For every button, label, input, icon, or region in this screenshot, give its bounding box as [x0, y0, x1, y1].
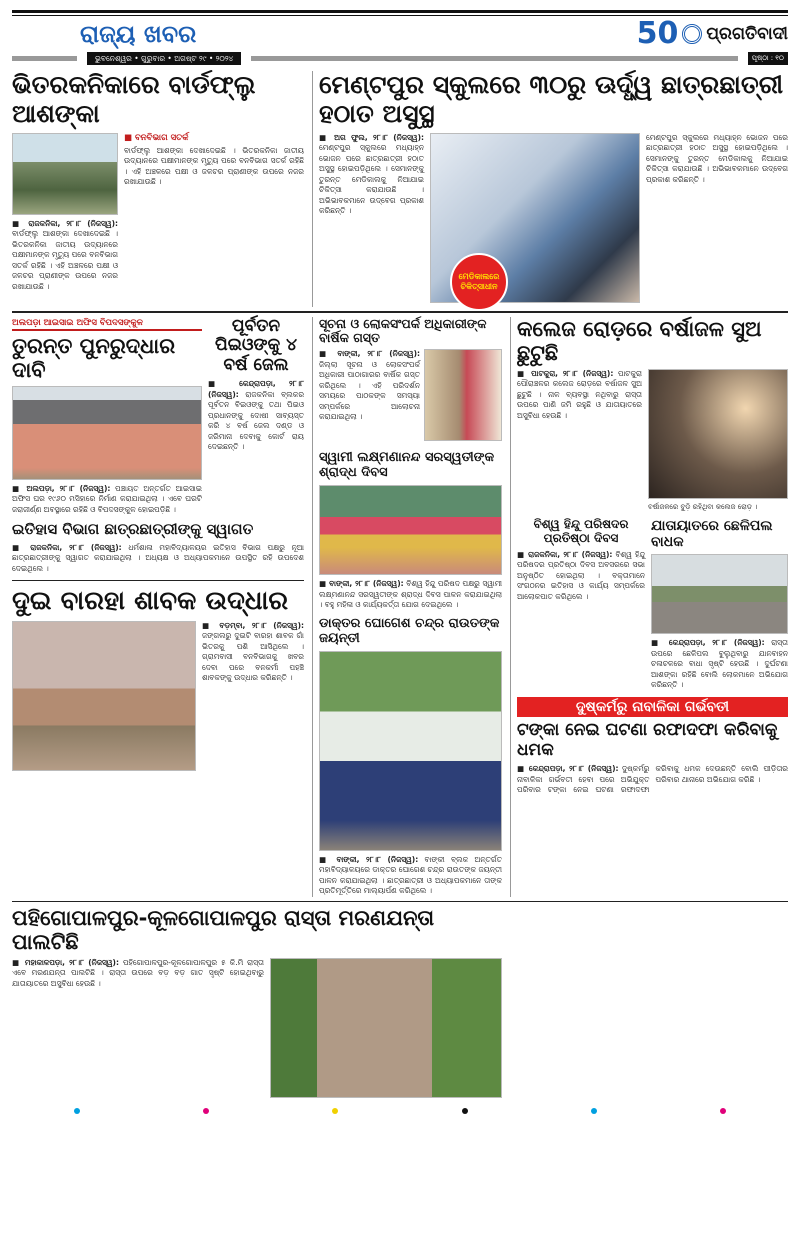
- history-body: ■ ରାଜକନିକା, ୨୮।୮ (ନିଜସ୍ୱ): ଧର୍ମଶାଳା ମହାବିଦ୍ୟାଳୟର ଇତିହାସ ବିଭାଗ ପକ୍ଷରୁ ନୂଆ ଛାତ୍ରଛାତ୍ରୀଙ୍କୁ ସ୍ୱାଗତ କରାଯାଇଥିଲା । ଅଧ୍ୟକ୍ଷ ଓ ଅଧ୍ୟାପକମାନେ ଉପସ୍ଥିତ ରହି ଉପଦେଶ ଦେଇଥିଲେ ।: [12, 542, 304, 573]
- article-alapada: [12, 317, 202, 516]
- doctor-photo: [319, 651, 502, 851]
- info-body: ■ ବାଙ୍କୀ, ୨୮।୮ (ନିଜସ୍ୱ): ଜିଲ୍ଲା ସୂଚନା ଓ ଲୋକସଂପର୍କ ଅଧିକାରୀ ପାଠାଗାରର ବାର୍ଷିକ ଗସ୍ତ କରିଥିଲେ । ଏହି ପରିଦର୍ଶନ ସମୟରେ ପାଠକଙ୍କ ସମସ୍ୟା ସମ୍ପର୍କରେ ଆଲୋଚନା କରାଯାଇଥିଲା ।: [319, 349, 420, 422]
- article-birdflu: [12, 71, 304, 307]
- vhp-body: ■ ରାଜକନିକା, ୨୮।୮ (ନିଜସ୍ୱ): ବିଶ୍ୱ ହିନ୍ଦୁ ପରିଷଦର ପ୍ରତିଷ୍ଠା ଦିବସ ଅବସରରେ ସଭା ଅନୁଷ୍ଠିତ ହୋଇଥିଲା । ବକ୍ତାମାନେ ସଂଗଠନର ଇତିହାସ ଓ କାର୍ଯ୍ୟ ସମ୍ପର୍କରେ ଆଲୋକପାତ କରିଥିଲେ ।: [517, 549, 645, 601]
- goats-photo: [651, 554, 788, 634]
- road-photo: [270, 958, 502, 1098]
- headline-school: ମେଣ୍ଟପୁର ସ୍କୁଲରେ ୩୦ରୁ ଊର୍ଦ୍ଧ୍ୱ ଛାତ୍ରଛାତ୍ରୀ ହଠାତ ଅସୁସ୍ଥ: [319, 70, 784, 128]
- swami-body: ■ ବାଙ୍କୀ, ୨୮।୮ (ନିଜସ୍ୱ): ବିଶ୍ୱ ହିନ୍ଦୁ ପରିଷଦ ପକ୍ଷରୁ ସ୍ୱାମୀ ଲକ୍ଷ୍ମଣାନନ୍ଦ ସରସ୍ୱତୀଙ୍କ ଶ୍ରାଦ୍ଧ ଦିବସ ପାଳନ କରାଯାଇଥିଲା । ବହୁ ମହିଳା ଓ କାର୍ଯ୍ୟକର୍ତ୍ତା ଯୋଗ ଦେଇଥିଲେ ।: [319, 579, 502, 610]
- barha-photo: [12, 621, 196, 771]
- minor-body: ■ କେନ୍ଦ୍ରାପଡ଼ା, ୨୮।୮ (ନିଜସ୍ୱ): ଦୁଷ୍କର୍ମରୁ ନାବାଳିକା ଗର୍ଭବତୀ ହେବା ପରେ ଅଭିଯୁକ୍ତ ପରିବାର ଟଙ୍କା ନେଇ ଘଟଣା ରଫାଦଫା କରିବାକୁ ଧମକ ଦେଉଛନ୍ତି ବୋଲି ପୀଡ଼ିତାର ପରିବାର ଥାନାରେ ଅଭିଯୋଗ କରିଛି ।: [517, 764, 788, 795]
- birdflu-body-2: ବାର୍ଡଫ୍ଲୁ ଆଶଙ୍କା ଦେଖାଦେଇଛି । ଭିତରକନିକା ଜାତୀୟ ଉଦ୍ୟାନରେ ପକ୍ଷୀମାନଙ୍କ ମୃତ୍ୟୁ ପରେ ବନବିଭାଗ ସତର୍କ ରହିଛି । ଏହି ଅଞ୍ଚଳରେ ପକ୍ଷୀ ଓ ଜଳଚର ପ୍ରାଣୀଙ୍କ ଉପରେ ନଜର ରଖାଯାଉଛି ।: [124, 145, 304, 186]
- page-number: ପୃଷ୍ଠା : ୧୦: [748, 52, 788, 65]
- headline-minor: ଟଙ୍କା ନେଇ ଘଟଣା ରଫାଦଫା କରିବାକୁ ଧମକ: [517, 719, 778, 760]
- college-photo: [648, 369, 788, 499]
- newspaper-logo: ପ୍ରଗତିବାଦୀ: [706, 24, 788, 44]
- article-peo: [208, 317, 304, 516]
- section-rule: [12, 580, 304, 581]
- article-minor: [517, 697, 788, 796]
- anniversary-logo: 50: [636, 16, 679, 51]
- article-road: [12, 906, 502, 1102]
- headline-road: ପହିଗୋପାଳପୁର-କୂଳଗୋପାଳପୁର ରାସ୍ତା ମରଣଯନ୍ତା ପାଲଟିଛି: [12, 905, 435, 954]
- column-left: [12, 317, 304, 897]
- barha-body-1: ■ ବଡ଼ମ୍ବା, ୨୮।୮ (ନିଜସ୍ୱ): ଜଙ୍ଗଲରୁ ଦୁଇଟି ବାରହା ଶାବକ ଗାଁ ଭିତରକୁ ପଶି ଆସିଥିଲେ । ଗ୍ରାମବାସୀ ବନବିଭାଗକୁ ଖବର ଦେବା ପରେ ବନକର୍ମୀ ପହଞ୍ଚି ଶାବକଙ୍କୁ ଉଦ୍ଧାର କରିଛନ୍ତି ।: [202, 620, 304, 683]
- article-school: [312, 71, 788, 307]
- headline-swami: ସ୍ୱାମୀ ଲକ୍ଷ୍ମଣାନନ୍ଦ ସରସ୍ୱତୀଙ୍କ ଶ୍ରାଦ୍ଧ ଦିବସ: [319, 450, 495, 481]
- article-barha: [12, 587, 304, 775]
- column-middle: [312, 317, 502, 897]
- road-body-1: ■ ମହାକାଳପଡ଼ା, ୨୮।୮ (ନିଜସ୍ୱ): ପହିଗୋପାଳପୁର-କୂଳଗୋପାଳପୁର ୫ କି.ମି ରାସ୍ତା ଏବେ ମରଣଯନ୍ତା ପାଲଟିଛି । ରାସ୍ତା ଉପରେ ବଡ଼ ବଡ଼ ଗାତ ସୃଷ୍ଟି ହୋଇଥିବାରୁ ଯାତାୟାତରେ ଅସୁବିଧା ହେଉଛି ।: [12, 957, 264, 988]
- school-body-3: ମେଣ୍ଟପୁର ସ୍କୁଲରେ ମଧ୍ୟାହ୍ନ ଭୋଜନ ପରେ ଛାତ୍ରଛାତ୍ରୀ ହଠାତ ଅସୁସ୍ଥ ହୋଇପଡ଼ିଥିଲେ । ସେମାନଙ୍କୁ ତୁରନ୍ତ ମେଡିକାଲକୁ ନିଆଯାଇ ଚିକିତ୍ସା କରାଯାଉଛି । ଅଭିଭାବକମାନେ ଉଦ୍‌ବେଗ ପ୍ରକାଶ କରିଛନ୍ତି ।: [646, 132, 788, 184]
- headline-doctor: ଡାକ୍ତର ଘୋଗେଶ ଚନ୍ଦ୍ର ରାଉତଙ୍କ ଜୟନ୍ତୀ: [319, 615, 500, 646]
- article-college: [517, 317, 788, 513]
- dateline: ଭୁବନେଶ୍ୱର • ଗୁରୁବାର • ଅଗଷ୍ଟ ୨୯ • ୨୦୨୪: [87, 52, 241, 65]
- print-marks: [12, 1108, 788, 1114]
- article-history: [12, 521, 304, 574]
- school-badge: ମେଡିକାଲରେ ଚିକିତ୍ସାଧୀନ: [450, 253, 508, 311]
- date-bar-right: [251, 56, 737, 61]
- alapada-photo: [12, 386, 202, 480]
- article-doctor: [319, 617, 502, 897]
- headline-peo: ପୂର୍ବତନ ପିଇଓଙ୍କୁ ୪ ବର୍ଷ ଜେଲ: [214, 315, 298, 375]
- birdflu-subhead: ■ ବନବିଭାଗ ସତର୍କ: [124, 132, 189, 143]
- peo-body: ■ କେନ୍ଦ୍ରାପଡ଼ା, ୨୮।୮ (ନିଜସ୍ୱ): ରାଜକନିକା ବ୍ଲକର ପୂର୍ବତନ ବିଇଓଙ୍କୁ ତଥା ପିଇଓ ପ୍ରଧାନଙ୍କୁ ଦୋଷୀ ସାବ୍ୟସ୍ତ କରି ୪ ବର୍ଷ ଜେଲ ଦଣ୍ଡ ଓ ଜରିମାନା ଦେବାକୁ କୋର୍ଟ ରାୟ ଦେଇଛନ୍ତି ।: [208, 379, 305, 452]
- row-middle: [12, 317, 788, 897]
- swami-photo: [319, 485, 502, 575]
- headline-college: କଲେଜ ରୋଡ଼ରେ ବର୍ଷାଜଳ ସୁଅ ଛୁଟୁଛି: [517, 316, 762, 365]
- info-photo: [424, 349, 502, 441]
- section-rule: [12, 901, 788, 902]
- college-caption: ବର୍ଷାଜଳରେ ବୁଡ଼ି ରହିଥିବା କଲେଜ ରୋଡ଼ ।: [648, 502, 758, 511]
- emblem-icon: [682, 24, 702, 44]
- birdflu-body-1: ■ ରାଜକନିକା, ୨୮।୮ (ନିଜସ୍ୱ): ବାର୍ଡଫ୍ଲୁ ଆଶଙ୍କା ଦେଖାଦେଇଛି । ଭିତରକନିକା ଜାତୀୟ ଉଦ୍ୟାନରେ ପକ୍ଷୀମାନଙ୍କ ମୃତ୍ୟୁ ପରେ ବନବିଭାଗ ସତର୍କ ରହିଛି । ଏହି ଅଞ୍ଚଳରେ ପକ୍ଷୀ ଓ ଜଳଚର ପ୍ରାଣୀଙ୍କ ଉପରେ ନଜର ରଖାଯାଉଛି ।: [12, 218, 118, 291]
- headline-vhp: ବିଶ୍ୱ ହିନ୍ଦୁ ପରିଷଦର ପ୍ରତିଷ୍ଠା ଦିବସ: [533, 517, 629, 546]
- headline-alapada: ତୁରନ୍ତ ପୁନରୁଦ୍ଧାର ଦାବି: [12, 333, 176, 382]
- alapada-body: ■ ଅଲପଡ଼ା, ୨୮।୮ (ନିଜସ୍ୱ): ପଞ୍ଚାୟତ ଅନ୍ତର୍ଗତ ଆଇସାଇ ଅଫିସ ଘର ୧୯୬୦ ମସିହାରେ ନିର୍ମାଣ କରାଯାଇଥିଲା । ଏବେ ଘରଟି ଜରାଜୀର୍ଣ୍ଣ ଅବସ୍ଥାରେ ରହିଛି ଓ ବିପଦସଙ୍କୁଳ ହୋଇପଡ଼ିଛି ।: [12, 483, 202, 514]
- article-info: [319, 317, 502, 446]
- section-title: ରାଜ୍ୟ ଖବର: [80, 20, 197, 48]
- article-goats: [651, 518, 788, 691]
- goats-body: ■ କେନ୍ଦ୍ରାପଡ଼ା, ୨୮।୮ (ନିଜସ୍ୱ): ରାସ୍ତା ଉପରେ ଛେଳିପଲ ବୁଲୁଥିବାରୁ ଯାନବାହନ ଚଳାଚଳରେ ବାଧା ସୃଷ୍ଟି ହେଉଛି । ଦୁର୍ଘଟଣା ଆଶଙ୍କା ରହିଛି ବୋଲି ଲୋକମାନେ ଅଭିଯୋଗ କରିଛନ୍ତି ।: [651, 638, 789, 690]
- article-vhp: [517, 518, 645, 691]
- minor-kicker: ଦୁଷ୍କର୍ମରୁ ନାବାଳିକା ଗର୍ଭବତୀ: [517, 697, 788, 717]
- article-swami: [319, 451, 502, 610]
- birdflu-photo: [12, 133, 118, 215]
- date-bar-left: [12, 56, 77, 61]
- college-body: ■ ପାଟକୁରା, ୨୮।୮ (ନିଜସ୍ୱ): ପାଟକୁରା ପୌରାଞ୍ଚଳର କଲେଜ ରୋଡ଼ରେ ବର୍ଷାଜଳ ସୁଅ ଛୁଟୁଛି । ନାଳ ବ୍ୟବସ୍ଥା ନଥିବାରୁ ରାସ୍ତା ଉପରେ ପାଣି ଜମି ରହୁଛି ଓ ଯାତାୟାତରେ ଅସୁବିଧା ହେଉଛି ।: [517, 368, 642, 420]
- section-rule: [12, 311, 788, 313]
- headline-history: ଇତିହାସ ବିଭାଗ ଛାତ୍ରଛାତ୍ରୀଙ୍କୁ ସ୍ୱାଗତ: [12, 520, 254, 539]
- masthead: [12, 10, 788, 65]
- school-body-1: ■ ଅଗ ଫୁଲ, ୨୮।୮ (ନିଜସ୍ୱ): ମେଣ୍ଟପୁର ସ୍କୁଲରେ ମଧ୍ୟାହ୍ନ ଭୋଜନ ପରେ ଛାତ୍ରଛାତ୍ରୀ ହଠାତ ଅସୁସ୍ଥ ହୋଇପଡ଼ିଥିଲେ । ସେମାନଙ୍କୁ ତୁରନ୍ତ ମେଡିକାଲକୁ ନିଆଯାଇ ଚିକିତ୍ସା କରାଯାଉଛି । ଅଭିଭାବକମାନେ ଉଦ୍‌ବେଗ ପ୍ରକାଶ କରିଛନ୍ତି ।: [319, 132, 424, 215]
- headline-barha: ଦୁଇ ବାରହା ଶାବକ ଉଦ୍ଧାର: [12, 586, 289, 617]
- doctor-body: ■ ବାଙ୍କୀ, ୨୮।୮ (ନିଜସ୍ୱ): ବାଙ୍କୀ ବ୍ଲକ ଅନ୍ତର୍ଗତ ମହାବିଦ୍ୟାଳୟରେ ଡାକ୍ତର ଘୋଗେଶ ଚନ୍ଦ୍ର ରାଉତଙ୍କ ଜୟନ୍ତୀ ପାଳନ କରାଯାଇଥିଲା । ଛାତ୍ରଛାତ୍ରୀ ଓ ଅଧ୍ୟାପକମାନେ ତାଙ୍କ ପ୍ରତିମୂର୍ତ୍ତିରେ ମାଲ୍ୟାର୍ପଣ କରିଥିଲେ ।: [319, 854, 502, 895]
- headline-goats: ଯାତାୟାତରେ ଛେଳିପଲ ବାଧକ: [651, 518, 773, 551]
- row-top: [12, 71, 788, 307]
- alapada-kicker: ଅଲପଡ଼ା ଆଇସାଇ ଅଫିସ ବିପଦସଙ୍କୁଳ: [12, 317, 202, 331]
- headline-info: ସୂଚନା ଓ ଲୋକସଂପର୍କ ଅଧିକାରୀଙ୍କ ବାର୍ଷିକ ଗସ୍ତ: [319, 315, 487, 345]
- column-right: [510, 317, 788, 897]
- newspaper-brand: [637, 18, 788, 50]
- headline-birdflu: ଭିତରକନିକାରେ ବାର୍ଡଫ୍ଲୁ ଆଶଙ୍କା: [12, 70, 256, 128]
- top-rule: [12, 10, 788, 13]
